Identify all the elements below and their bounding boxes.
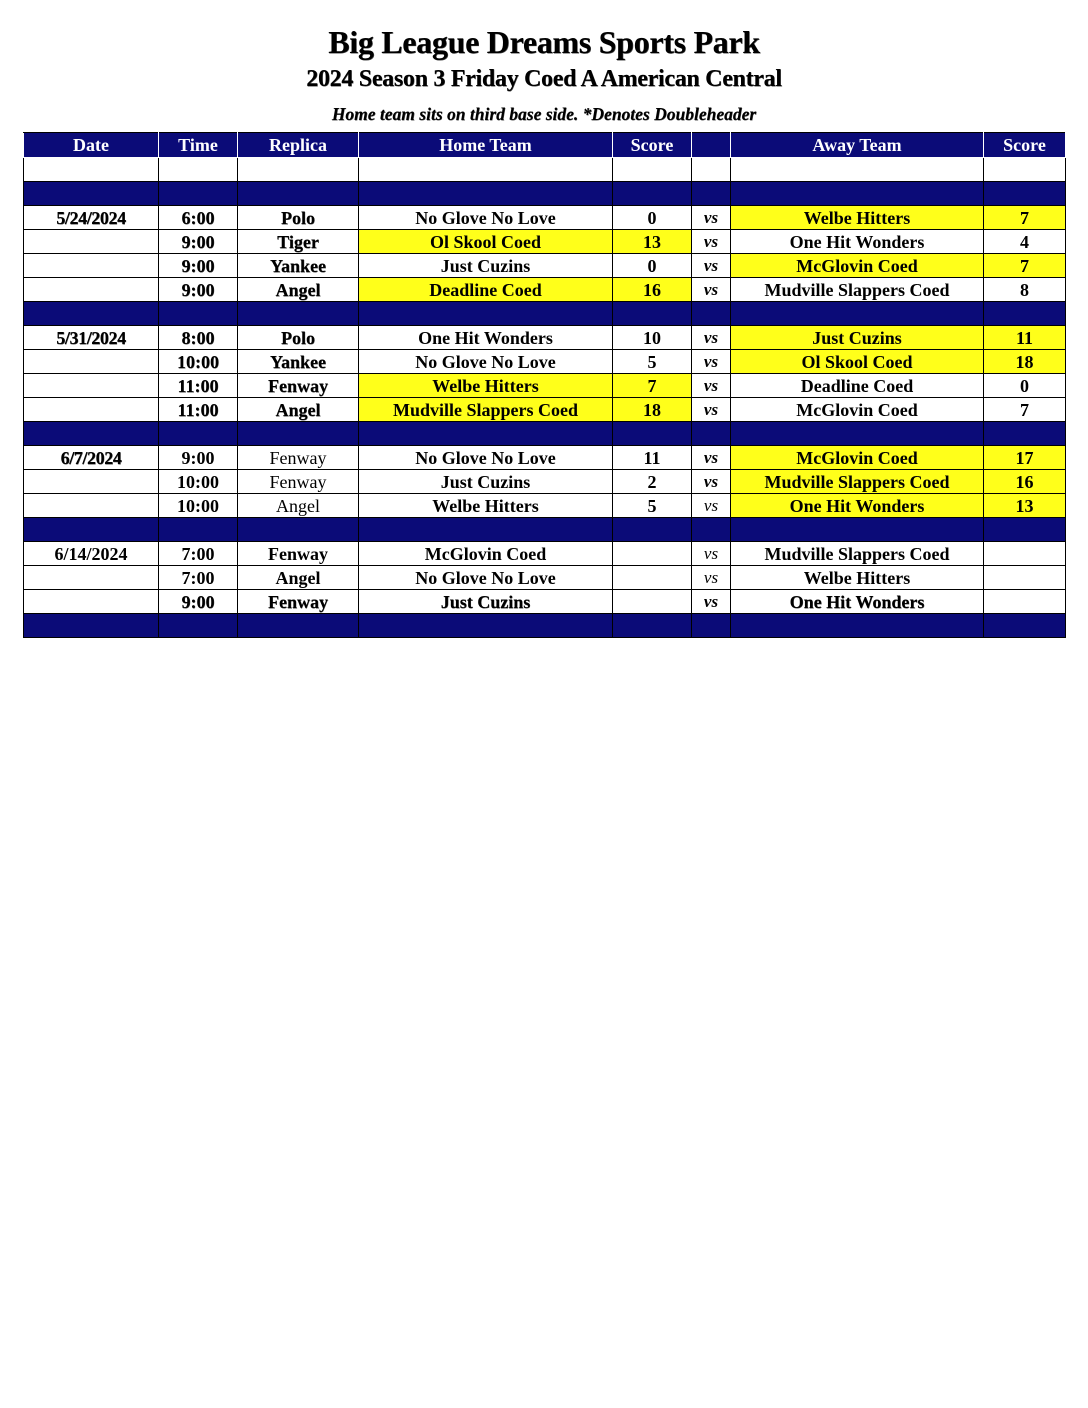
- home-team: McGlovin Coed: [359, 542, 613, 566]
- home-score: 5: [613, 494, 692, 518]
- away-score: 11: [984, 326, 1066, 350]
- game-date-empty: [24, 470, 159, 494]
- home-score: [613, 542, 692, 566]
- game-field: Angel: [238, 566, 359, 590]
- game-field: Angel: [238, 278, 359, 302]
- home-score: 0: [613, 254, 692, 278]
- game-date-empty: [24, 398, 159, 422]
- home-team: Deadline Coed: [359, 278, 613, 302]
- game-date-empty: [24, 590, 159, 614]
- table-row: [24, 374, 1066, 398]
- away-score: 13: [984, 494, 1066, 518]
- home-score: 2: [613, 470, 692, 494]
- game-field: Polo: [238, 206, 359, 230]
- home-team: Welbe Hitters: [359, 374, 613, 398]
- col-header-home-team: Home Team: [359, 133, 613, 158]
- page-subtitle: 2024 Season 3 Friday Coed A American Central: [306, 66, 782, 92]
- game-date-empty: [24, 374, 159, 398]
- vs-label: vs: [692, 470, 731, 494]
- away-score: [984, 590, 1066, 614]
- home-team: One Hit Wonders: [359, 326, 613, 350]
- game-date: 5/24/2024: [24, 206, 159, 230]
- game-field: Yankee: [238, 254, 359, 278]
- game-time: 11:00: [159, 398, 238, 422]
- away-team: McGlovin Coed: [731, 254, 984, 278]
- table-row: [24, 230, 1066, 254]
- game-time: 9:00: [159, 446, 238, 470]
- game-time: 7:00: [159, 542, 238, 566]
- away-team: Welbe Hitters: [731, 206, 984, 230]
- game-date-empty: [24, 254, 159, 278]
- away-team: Welbe Hitters: [731, 566, 984, 590]
- game-field: Fenway: [238, 590, 359, 614]
- away-team: McGlovin Coed: [731, 446, 984, 470]
- away-score: [984, 566, 1066, 590]
- away-team: Ol Skool Coed: [731, 350, 984, 374]
- away-score: 7: [984, 254, 1066, 278]
- game-field: Angel: [238, 398, 359, 422]
- col-header-away-team: Away Team: [731, 133, 984, 158]
- home-score: 5: [613, 350, 692, 374]
- table-row: [24, 470, 1066, 494]
- blank-row: [24, 158, 1066, 182]
- away-team: Mudville Slappers Coed: [731, 278, 984, 302]
- vs-label: vs: [692, 566, 731, 590]
- page-note: Home team sits on third base side. *Denotes Doubleheader: [331, 104, 757, 124]
- game-field: Yankee: [238, 350, 359, 374]
- home-team: No Glove No Love: [359, 350, 613, 374]
- away-team: Mudville Slappers Coed: [731, 542, 984, 566]
- table-row: [24, 542, 1066, 566]
- home-team: Just Cuzins: [359, 590, 613, 614]
- home-score: 13: [613, 230, 692, 254]
- game-time: 9:00: [159, 254, 238, 278]
- game-time: 10:00: [159, 494, 238, 518]
- table-row: [24, 566, 1066, 590]
- home-score: [613, 590, 692, 614]
- game-time: 9:00: [159, 278, 238, 302]
- table-row: [24, 398, 1066, 422]
- separator-row: [24, 302, 1066, 326]
- home-score: 10: [613, 326, 692, 350]
- schedule-table: [23, 132, 1066, 638]
- game-time: 6:00: [159, 206, 238, 230]
- vs-label: vs: [692, 326, 731, 350]
- vs-label: vs: [692, 254, 731, 278]
- vs-label: vs: [692, 494, 731, 518]
- home-team: Just Cuzins: [359, 470, 613, 494]
- table-row: [24, 494, 1066, 518]
- away-team: One Hit Wonders: [731, 230, 984, 254]
- home-team: Mudville Slappers Coed: [359, 398, 613, 422]
- game-field: Fenway: [238, 374, 359, 398]
- game-date: 5/31/2024: [24, 326, 159, 350]
- game-date-empty: [24, 494, 159, 518]
- vs-label: vs: [692, 446, 731, 470]
- game-field: Fenway: [238, 542, 359, 566]
- game-date-empty: [24, 350, 159, 374]
- home-team: No Glove No Love: [359, 206, 613, 230]
- home-score: 0: [613, 206, 692, 230]
- game-date: 6/14/2024: [24, 542, 159, 566]
- game-field: Fenway: [238, 446, 359, 470]
- table-row: [24, 206, 1066, 230]
- home-score: 18: [613, 398, 692, 422]
- col-header-away-score: Score: [984, 133, 1066, 158]
- game-date-empty: [24, 278, 159, 302]
- home-team: Welbe Hitters: [359, 494, 613, 518]
- separator-row: [24, 182, 1066, 206]
- col-header-vs: [692, 133, 731, 158]
- col-header-replica: Replica: [238, 133, 359, 158]
- game-date-empty: [24, 230, 159, 254]
- home-score: [613, 566, 692, 590]
- home-score: 11: [613, 446, 692, 470]
- vs-label: vs: [692, 590, 731, 614]
- game-field: Tiger: [238, 230, 359, 254]
- away-score: 8: [984, 278, 1066, 302]
- col-header-time: Time: [159, 133, 238, 158]
- game-time: 9:00: [159, 590, 238, 614]
- table-row: [24, 446, 1066, 470]
- away-score: 7: [984, 398, 1066, 422]
- home-score: 7: [613, 374, 692, 398]
- away-team: McGlovin Coed: [731, 398, 984, 422]
- table-row: [24, 350, 1066, 374]
- game-time: 7:00: [159, 566, 238, 590]
- vs-label: vs: [692, 542, 731, 566]
- away-team: Deadline Coed: [731, 374, 984, 398]
- away-team: One Hit Wonders: [731, 590, 984, 614]
- game-time: 8:00: [159, 326, 238, 350]
- col-header-date: Date: [24, 133, 159, 158]
- vs-label: vs: [692, 206, 731, 230]
- game-field: Fenway: [238, 470, 359, 494]
- away-score: [984, 542, 1066, 566]
- home-score: 16: [613, 278, 692, 302]
- page-title: Big League Dreams Sports Park: [328, 24, 760, 60]
- home-team: No Glove No Love: [359, 566, 613, 590]
- header-row: [24, 133, 1066, 158]
- away-score: 16: [984, 470, 1066, 494]
- away-team: Mudville Slappers Coed: [731, 470, 984, 494]
- home-team: Just Cuzins: [359, 254, 613, 278]
- game-time: 9:00: [159, 230, 238, 254]
- away-score: 4: [984, 230, 1066, 254]
- col-header-home-score: Score: [613, 133, 692, 158]
- game-date-empty: [24, 566, 159, 590]
- vs-label: vs: [692, 350, 731, 374]
- game-time: 10:00: [159, 470, 238, 494]
- home-team: Ol Skool Coed: [359, 230, 613, 254]
- vs-label: vs: [692, 374, 731, 398]
- away-score: 0: [984, 374, 1066, 398]
- away-team: One Hit Wonders: [731, 494, 984, 518]
- separator-row: [24, 614, 1066, 638]
- game-time: 10:00: [159, 350, 238, 374]
- vs-label: vs: [692, 398, 731, 422]
- vs-label: vs: [692, 278, 731, 302]
- away-score: 18: [984, 350, 1066, 374]
- away-score: 7: [984, 206, 1066, 230]
- table-row: [24, 254, 1066, 278]
- game-time: 11:00: [159, 374, 238, 398]
- game-field: Angel: [238, 494, 359, 518]
- away-score: 17: [984, 446, 1066, 470]
- table-row: [24, 590, 1066, 614]
- game-field: Polo: [238, 326, 359, 350]
- table-row: [24, 278, 1066, 302]
- away-team: Just Cuzins: [731, 326, 984, 350]
- separator-row: [24, 518, 1066, 542]
- game-date: 6/7/2024: [24, 446, 159, 470]
- home-team: No Glove No Love: [359, 446, 613, 470]
- separator-row: [24, 422, 1066, 446]
- vs-label: vs: [692, 230, 731, 254]
- table-row: [24, 326, 1066, 350]
